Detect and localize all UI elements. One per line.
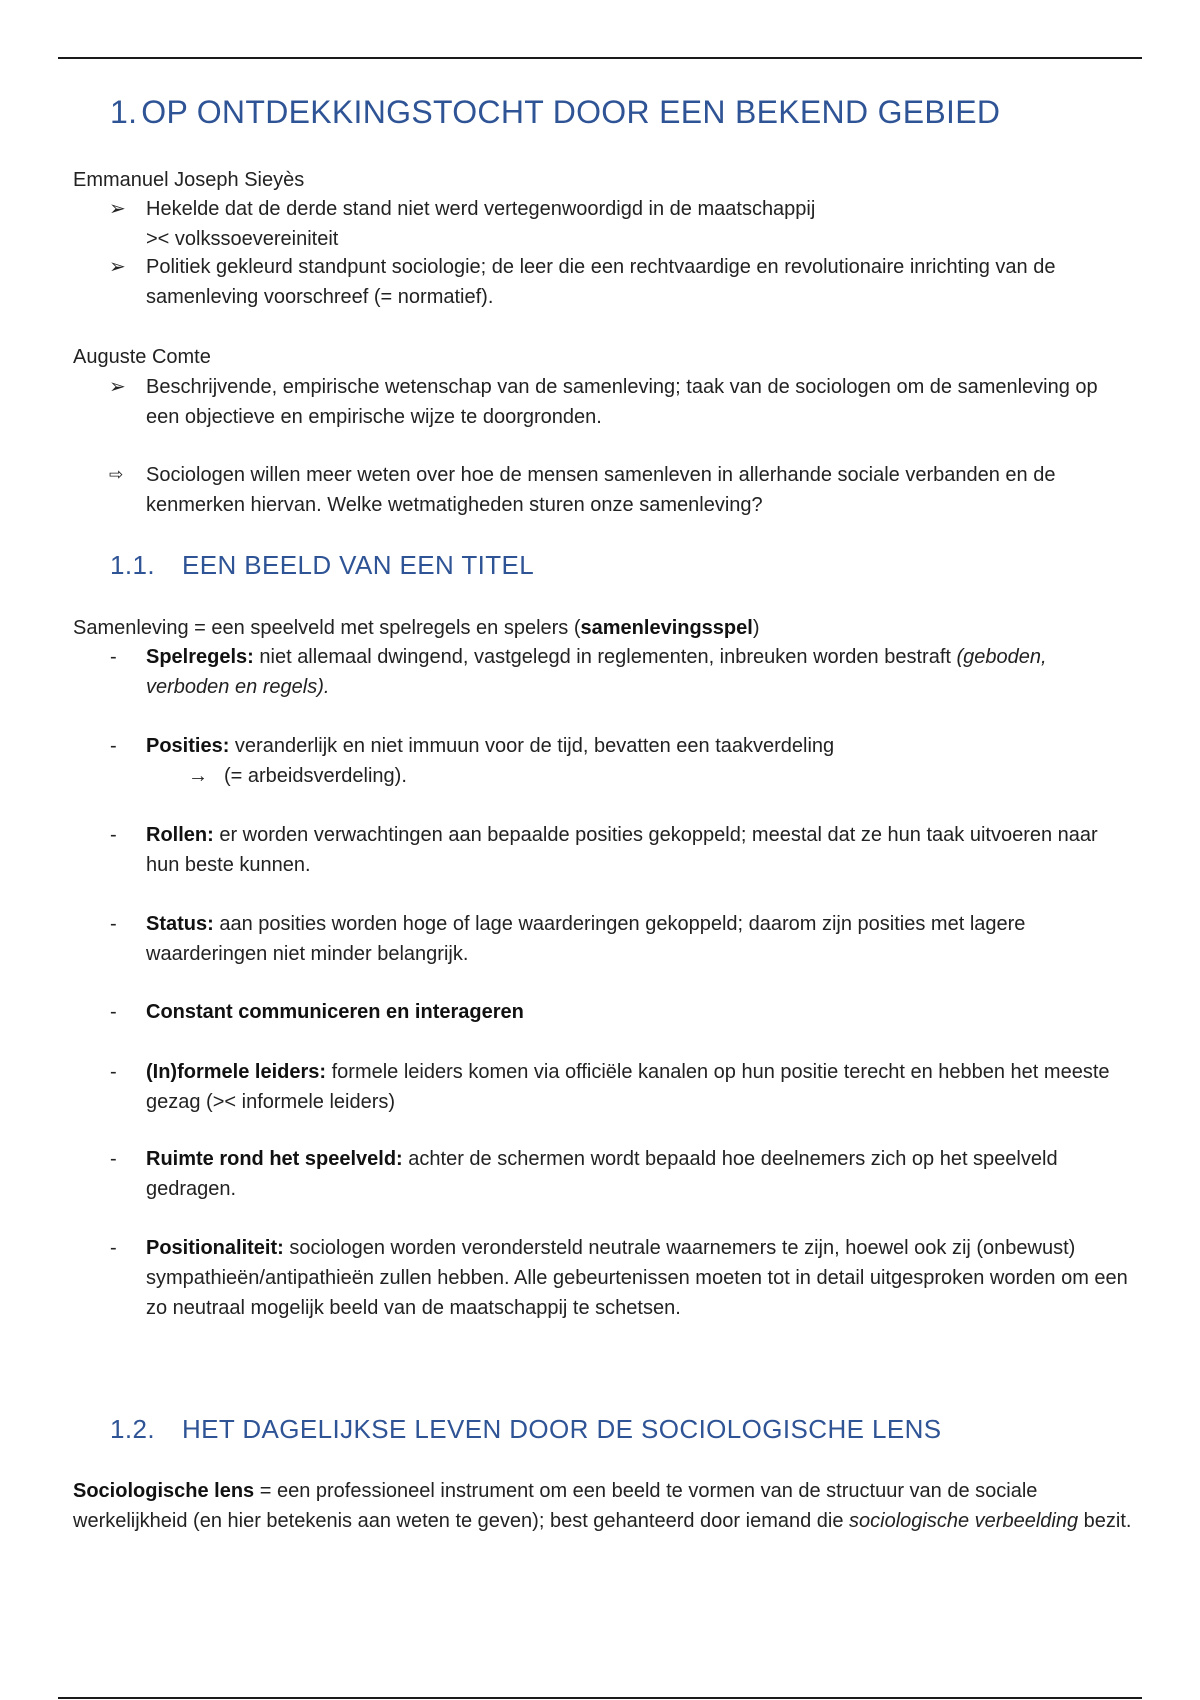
right-arrow-icon: → [188,765,208,787]
heading-1 [110,94,1000,131]
comte-bullet-1 [73,372,1133,432]
comte-bullet-1-text: Beschrijvende, empirische wetenschap van de samenleving; taak van de sociologen om de samenleving op een objectieve en empirische wijze te doorgronden. [146,376,1098,428]
list-item-communiceren [73,997,1133,1027]
heading-1-2-number: 1.2. [110,1414,155,1444]
list-text: er worden verwachtingen aan bepaalde posities gekoppeld; meestal dat ze hun taak uitvoeren naar hun beste kunnen. [146,824,1098,876]
list-term: (In)formele leiders: [146,1061,327,1083]
list-term: Constant communiceren en interageren [146,1001,524,1023]
conclusion-item [73,460,1133,520]
samenleving-bold: samenlevingsspel [580,617,753,639]
dash-bullet: - [110,1061,117,1083]
list-item-spelregels [73,642,1133,702]
conclusion-text: Sociologen willen meer weten over hoe de mensen samenleven in allerhande sociale verbanden en de kenmerken hiervan. Welke wetmatigheden sturen onze samenleving? [146,464,1056,516]
lens-text: = een professioneel instrument om een beeld te vormen van de structuur van de sociale werkelijkheid (en hier betekenis aan weten te geven); best gehanteerd door iemand die [73,1480,1038,1532]
dash-bullet: - [110,735,117,757]
lens-definition [73,1476,1133,1536]
sieyes-bullet-2-text: Politiek gekleurd standpunt sociologie; de leer die een rechtvaardige en revolutionaire inrichting van de samenleving voorschreef (= normatief). [146,256,1056,308]
list-text: formele leiders komen via officiële kanalen op hun positie terecht en hebben het meeste gezag (>< informele leiders) [146,1061,1110,1113]
dash-bullet: - [110,824,117,846]
list-text: veranderlijk en niet immuun voor de tijd, bevatten een taakverdeling [229,735,835,757]
sieyes-bullet-2 [73,252,1133,312]
heading-1-number: 1. [110,94,138,130]
lens-italic: sociologische verbeelding [849,1510,1079,1532]
posities-sub-text: (= arbeidsverdeling). [224,765,407,787]
list-item-rollen [73,820,1133,880]
list-term: Status: [146,913,214,935]
list-text: aan posities worden hoge of lage waarderingen gekoppeld; daarom zijn posities met lagere waarderingen niet minder belangrijk. [146,913,1026,965]
list-text: niet allemaal dwingend, vastgelegd in reglementen, inbreuken worden bestraft [253,646,957,668]
list-text: sociologen worden verondersteld neutrale waarnemers te zijn, hoewel ook zij (onbewust) sympathieën/antipathieën zullen hebben. Alle gebeurtenissen moeten tot in detail uitgesproken worden om een zo neutraal mogelijk beeld van de maatschappij te schetsen. [146,1237,1128,1319]
heading-1-title: OP ONTDEKKINGSTOCHT DOOR EEN BEKEND GEBIED [141,94,1001,130]
posities-subline [146,761,1133,791]
bottom-rule [58,1697,1142,1699]
dash-bullet: - [110,1148,117,1170]
comte-name: Auguste Comte [73,346,211,368]
samenleving-definition [73,613,1133,643]
sieyes-name: Emmanuel Joseph Sieyès [73,169,305,191]
heading-1-1-title: EEN BEELD VAN EEN TITEL [182,550,535,580]
heading-1-1-number: 1.1. [110,550,155,580]
dash-bullet: - [110,1001,117,1023]
samenleving-prefix: Samenleving = een speelveld met spelregels en spelers ( [73,617,581,639]
list-term: Positionaliteit: [146,1237,284,1259]
arrowhead-bullet-icon: ➢ [109,198,126,220]
list-item-positionaliteit [73,1233,1133,1323]
dash-bullet: - [110,913,117,935]
sieyes-bullet-1-line-2: >< volkssoevereiniteit [146,228,339,250]
top-rule [58,57,1142,59]
list-italic: (geboden, verboden en regels). [146,646,1047,698]
list-item-posities [73,731,1133,791]
list-text: achter de schermen wordt bepaald hoe deelnemers zich op het speelveld gedragen. [146,1148,1058,1200]
sieyes-bullet-1-line-1: Hekelde dat de derde stand niet werd vertegenwoordigd in de maatschappij [146,198,816,220]
dash-bullet: - [110,1237,117,1259]
lens-term: Sociologische lens [73,1480,255,1502]
samenleving-suffix: ) [752,617,760,639]
list-item-ruimte [73,1144,1133,1204]
list-term: Spelregels: [146,646,254,668]
list-term: Posities: [146,735,230,757]
list-term: Rollen: [146,824,214,846]
outlined-arrow-icon: ⇨ [109,465,124,484]
list-item-leiders [73,1057,1133,1117]
heading-1-2 [110,1414,942,1445]
lens-suffix: bezit. [1078,1510,1132,1532]
list-item-status [73,909,1133,969]
list-term: Ruimte rond het speelveld: [146,1148,403,1170]
sieyes-bullet-1 [73,194,1133,254]
heading-1-1 [110,550,534,581]
arrowhead-bullet-icon: ➢ [109,376,126,398]
arrowhead-bullet-icon: ➢ [109,256,126,278]
heading-1-2-title: HET DAGELIJKSE LEVEN DOOR DE SOCIOLOGISCHE LENS [182,1414,942,1444]
dash-bullet: - [110,646,117,668]
